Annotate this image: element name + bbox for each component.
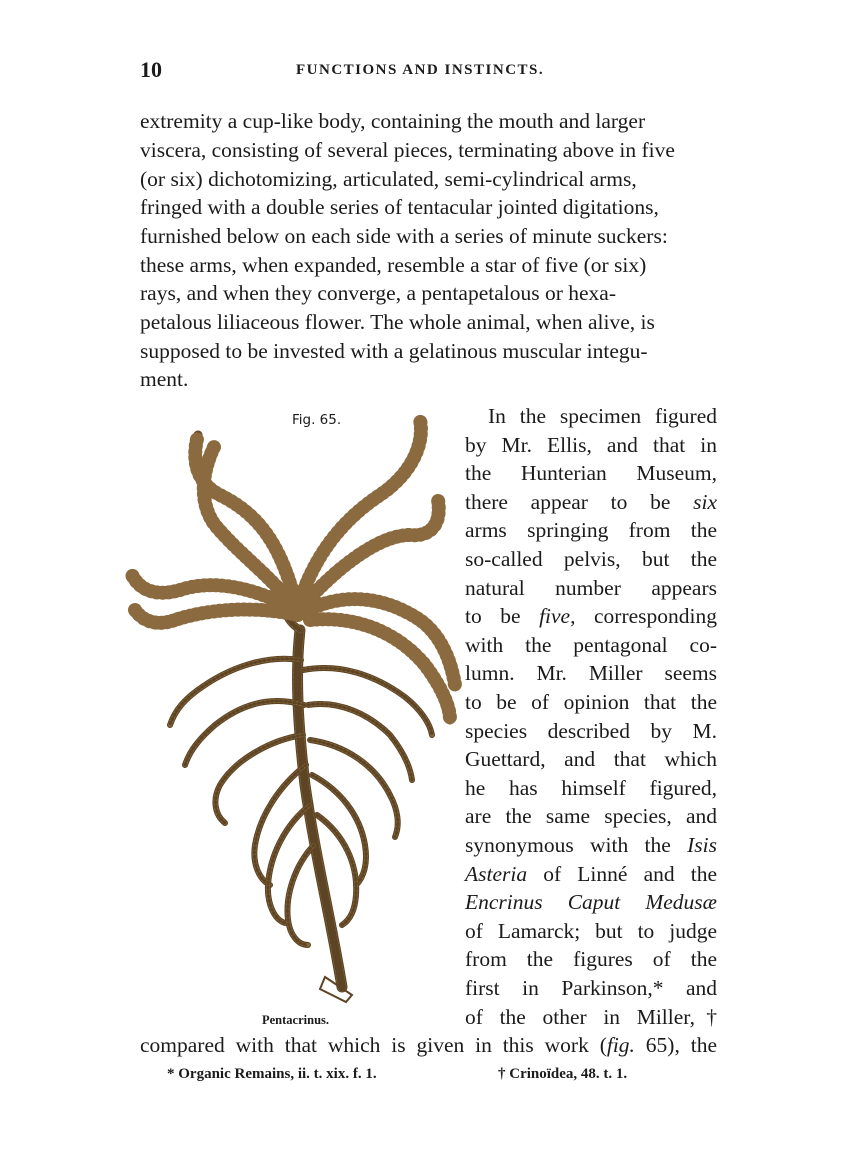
text-line: there appear to be six (465, 490, 718, 514)
text-line: fringed with a double series of tentacular jointed digitations, (140, 195, 659, 219)
text-line: from the figures of the (465, 947, 717, 971)
italic-word: six (693, 490, 718, 514)
text-line (465, 888, 717, 917)
text-line: In the specimen figured (488, 404, 717, 428)
text-line: lumn. Mr. Miller seems (465, 661, 717, 685)
text-line: by Mr. Ellis, and that in (465, 433, 717, 457)
text-line: rays, and when they converge, a pentapetalous or hexa- (140, 281, 617, 305)
italic-phrase: Encrinus Caput Medusæ (465, 890, 717, 914)
text-line: petalous liliaceous flower. The whole animal, when alive, is (140, 310, 655, 334)
footnote-organic-remains: * Organic Remains, ii. t. xix. f. 1. (167, 1066, 377, 1082)
footnote-crinoidea: † Crinoïdea, 48. t. 1. (498, 1066, 628, 1082)
text-line: to be five, corresponding (465, 604, 717, 628)
text-line: synonymous with the Isis (465, 833, 717, 857)
text-line: are the same species, and (465, 804, 717, 828)
text-line: (or six) dichotomizing, articulated, semi-cylindrical arms, (140, 167, 637, 191)
text-line: to be of opinion that the (465, 690, 717, 714)
text-line: natural number appears (465, 576, 717, 600)
text-line: viscera, consisting of several pieces, terminating above in five (140, 138, 675, 162)
text-line: with the pentagonal co- (465, 633, 717, 657)
text-line: Asteria of Linné and the (465, 862, 718, 886)
italic-word: five, (539, 604, 576, 628)
text-line: these arms, when expanded, resemble a star of five (or six) (140, 253, 647, 277)
text-line: he has himself figured, (465, 776, 717, 800)
text-line: supposed to be invested with a gelatinous muscular integu- (140, 339, 648, 363)
text-line: of Lamarck; but to judge (465, 919, 717, 943)
page-number: 10 (140, 57, 162, 82)
text-line: first in Parkinson,* and (465, 976, 717, 1000)
pentacrinus-illustration (120, 405, 465, 1010)
text-line: arms springing from the (465, 518, 717, 542)
running-title: FUNCTIONS AND INSTINCTS. (296, 62, 545, 78)
text-line: species described by M. (465, 719, 717, 743)
figure-label: Fig. 65. (292, 412, 342, 428)
text-line: so-called pelvis, but the (465, 547, 717, 571)
text-line: Guettard, and that which (465, 747, 717, 771)
italic-word: Isis (687, 833, 717, 857)
text-line: furnished below on each side with a series of minute suckers: (140, 224, 668, 248)
text-line: ment. (140, 367, 189, 391)
italic-word: fig. (606, 1033, 635, 1057)
text-line: of the other in Miller,† (465, 1005, 717, 1029)
text-line: the Hunterian Museum, (465, 461, 717, 485)
italic-word: Asteria (465, 862, 528, 886)
text-line: compared with that which is given in this work (fig. 65), the (140, 1033, 717, 1057)
figure-caption: Pentacrinus. (262, 1013, 330, 1027)
text-line: extremity a cup-like body, containing the mouth and larger (140, 109, 646, 133)
